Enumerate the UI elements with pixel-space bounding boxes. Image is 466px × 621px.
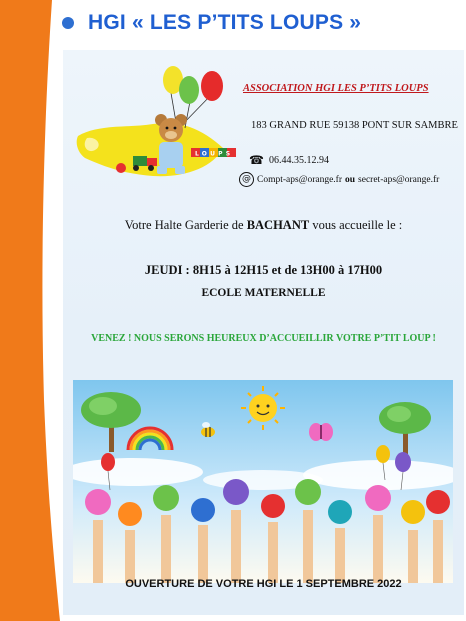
page-title: HGI « LES P’TITS LOUPS » <box>88 11 362 34</box>
bullet-icon <box>62 17 74 29</box>
at-sign-icon: @ <box>239 172 254 187</box>
opening-announcement: OUVERTURE DE VOTRE HGI LE 1 SEPTEMBRE 2022 <box>125 578 402 590</box>
intro-place: BACHANT <box>246 218 310 232</box>
telephone-icon: ☎ <box>249 153 264 167</box>
intro-after: vous accueille le : <box>312 218 403 232</box>
association-name: ASSOCIATION HGI LES P’TITS LOUPS <box>243 83 429 94</box>
intro-text <box>63 218 464 233</box>
intro-before: Votre Halte Garderie de <box>124 218 244 232</box>
email-separator: ou <box>345 174 356 185</box>
email-secret[interactable]: secret-aps@orange.fr <box>358 174 440 185</box>
email-row <box>239 172 439 187</box>
email-compt[interactable]: Compt-aps@orange.fr <box>257 174 342 185</box>
phone-number[interactable]: 06.44.35.12.94 <box>268 154 329 166</box>
association-address: 183 GRAND RUE 59138 PONT SUR SAMBRE <box>251 120 458 131</box>
teddy-bear-logo <box>73 58 243 188</box>
phone-row <box>249 153 329 167</box>
butterfly-icon <box>309 423 333 441</box>
header <box>62 6 361 40</box>
logo-blocks-text: LOUPS <box>195 150 234 158</box>
school-location: ECOLE MATERNELLE <box>201 287 326 299</box>
welcome-message: VENEZ ! NOUS SERONS HEUREUX D’ACCUEILLIR VOTRE P’TIT LOUP ! <box>91 333 436 344</box>
raised-hands-illustration <box>73 380 453 583</box>
opening-hours: JEUDI : 8H15 à 12H15 et de 13H00 à 17H00 <box>144 263 383 277</box>
flyer-panel <box>63 50 464 615</box>
